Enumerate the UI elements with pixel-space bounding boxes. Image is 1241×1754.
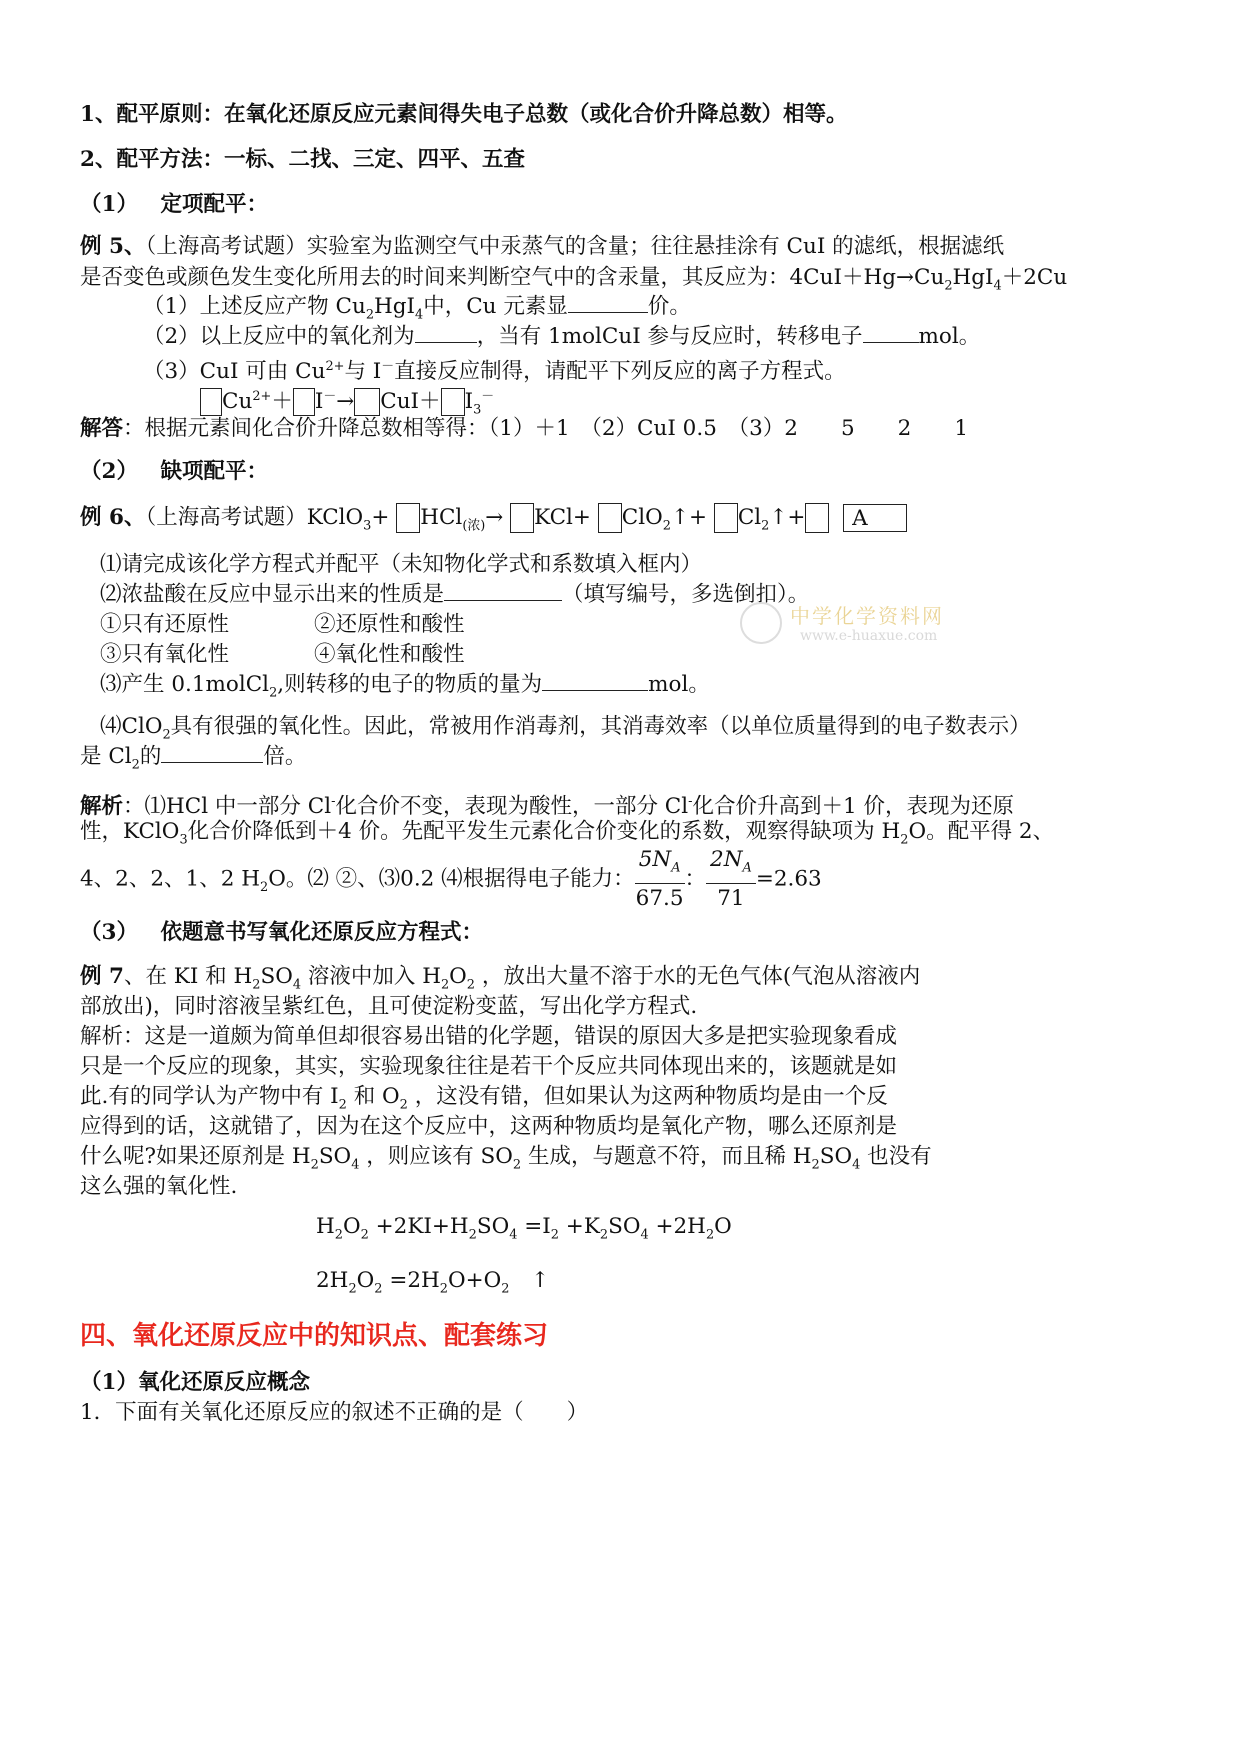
answer-blank[interactable] — [161, 762, 263, 763]
coefficient-box[interactable] — [293, 388, 315, 416]
section-4-heading: 四、氧化还原反应中的知识点、配套练习 — [80, 1321, 549, 1351]
coefficient-box[interactable] — [354, 388, 380, 416]
coefficient-box[interactable] — [200, 388, 222, 416]
subsection-3-heading: （3） 依题意书写氧化还原反应方程式： — [80, 920, 483, 945]
example-5-line-1: 例 5、（上海高考试题）实验室为监测空气中汞蒸气的含量；往往悬挂涂有 CuI 的滤纸，根据滤纸 — [80, 234, 1005, 259]
example-6-analysis-3: 4、2、2、1、2 $H_2O$。⑵ ②、⑶0.2 ⑷根据得电子能力： $\frac{5N_A}{67.5}$ ： $\frac{2N_A}{71}$ =2.63 — [80, 845, 822, 918]
watermark-circle-icon — [740, 602, 782, 644]
answer-blank[interactable] — [863, 342, 919, 343]
coefficient-box[interactable] — [714, 503, 738, 533]
example-6-equation: 例 6、（上海高考试题）KClO$_3$+ HCl$_{(浓)}$→ KCl+ ClO$_2$↑+ $Cl_2↑+ A$ — [80, 503, 907, 541]
example-6-question-1: ⑴请完成该化学方程式并配平（未知物化学式和系数填入框内） — [100, 552, 703, 577]
coefficient-box[interactable] — [441, 388, 465, 416]
example-5-question-2: （2）以上反应中的氧化剂为 ，当有 1molCuI 参与反应时，转移电子 mol。 — [143, 324, 981, 349]
coefficient-box[interactable] — [598, 503, 622, 533]
coefficient-box[interactable] — [510, 503, 534, 533]
example-6-analysis-2: 性，KClO$_3$化合价降低到＋4 价。先配平发生元素化合价变化的系数，观察得缺项为 $H_2O$。配平得 2、 — [80, 819, 1055, 848]
answer-blank[interactable] — [568, 312, 648, 313]
example-7-analysis-2: 只是一个反应的现象，其实，实验现象往往是若干个反应共同体现出来的，该题就是如 — [80, 1054, 898, 1079]
answer-blank[interactable] — [415, 342, 477, 343]
example-7-analysis-6: 这么强的氧化性. — [80, 1174, 238, 1199]
principle-line: 1、配平原则：在氧化还原反应元素间得失电子总数（或化合价升降总数）相等。 — [80, 102, 848, 127]
ionic-equation: $Cu^{2+}+ I^-\to CuI+ I_3^-$ — [200, 382, 494, 425]
example-5-line-2: 是否变色或颜色发生变化所用去的时间来判断空气中的含汞量，其反应为：$4CuI+Hg\to Cu_2HgI_4+2Cu$ — [80, 265, 1068, 294]
section-4-subheading: （1）氧化还原反应概念 — [80, 1370, 310, 1395]
subsection-1-heading: （1） 定项配平： — [80, 192, 268, 217]
option-row-2: ③只有氧化性 ④氧化性和酸性 — [100, 642, 465, 667]
fraction: $\frac{5N_A}{67.5}$ — [635, 847, 684, 912]
example-7-analysis-1: 解析：这是一道颇为简单但却很容易出错的化学题，错误的原因大多是把实验现象看成 — [80, 1024, 898, 1049]
watermark-url: www.e-huaxue.com — [800, 628, 938, 644]
coefficient-box[interactable] — [805, 503, 829, 533]
example-7-analysis-5: 什么呢?如果还原剂是 $H_2SO_4$ ，则应该有 $SO_2$ 生成，与题意不符，而且稀 $H_2SO_4$ 也没有 — [80, 1144, 932, 1173]
example-6-question-4-cont: 是 $Cl_2$的 倍。 — [80, 744, 307, 773]
example-7-line-2: 部放出)，同时溶液呈紫红色，且可使淀粉变蓝，写出化学方程式. — [80, 994, 698, 1019]
question-1: 1．下面有关氧化还原反应的叙述不正确的是（ ） — [80, 1400, 589, 1425]
example-5-question-3: （3）CuI 可由 $Cu^{2+}$与 I－直接反应制得，请配平下列反应的离子方程式。 — [143, 359, 846, 385]
coefficient-box[interactable] — [396, 503, 420, 533]
answer-blank[interactable] — [444, 600, 562, 601]
example-6-question-2: ⑵浓盐酸在反应中显示出来的性质是 （填写编号，多选倒扣）。 — [100, 582, 810, 607]
example-7-analysis-4: 应得到的话，这就错了，因为在这个反应中，这两种物质均是氧化产物，哪么还原剂是 — [80, 1114, 898, 1139]
equation-1: $H_2O_2 +2KI+H_2SO_4 =I_2 +K_2SO_4 +2H_2O$ — [316, 1214, 732, 1243]
method-line: 2、配平方法：一标、二找、三定、四平、五查 — [80, 147, 525, 172]
example-5-question-1: （1）上述反应产物 $Cu_2HgI_4$中，Cu 元素显 价。 — [143, 294, 691, 323]
unknown-species-box[interactable]: A — [843, 504, 907, 532]
example-7-line-1: 例 7、在 KI 和 $H_2SO_4$ 溶液中加入 $H_2O_2$ ，放出大量不溶于水的无色气体(气泡从溶液内 — [80, 964, 921, 993]
example-7-analysis-3: 此.有的同学认为产物中有 $I_2$ 和 $O_2$ ，这没有错，但如果认为这两种物质均是由一个反 — [80, 1084, 888, 1113]
example-6-question-3: ⑶产生 0.1molCl$_2$,则转移的电子的物质的量为 mol。 — [100, 672, 710, 701]
watermark-text: 中学化学资料网 — [790, 604, 944, 628]
example-5-answer: 解答：根据元素间化合价升降总数相等得：（1）＋1 （2）CuI 0.5 （3）2 5 2 1 — [80, 416, 969, 441]
example-6-analysis-1: 解析：⑴HCl 中一部分 Cl-化合价不变，表现为酸性，一部分 Cl-化合价升高到＋1 价，表现为还原 — [80, 794, 1014, 820]
example-6-question-4: ⑷ClO$_2$具有很强的氧化性。因此，常被用作消毒剂，其消毒效率（以单位质量得到的电子数表示） — [100, 714, 1031, 743]
answer-blank[interactable] — [542, 690, 648, 691]
equation-2: $2H_2O_2 =2H_2O+O_2$ ↑ — [316, 1268, 549, 1297]
option-row-1: ①只有还原性 ②还原性和酸性 — [100, 612, 465, 637]
subsection-2-heading: （2） 缺项配平： — [80, 459, 268, 484]
fraction: $\frac{2N_A}{71}$ — [706, 845, 756, 914]
